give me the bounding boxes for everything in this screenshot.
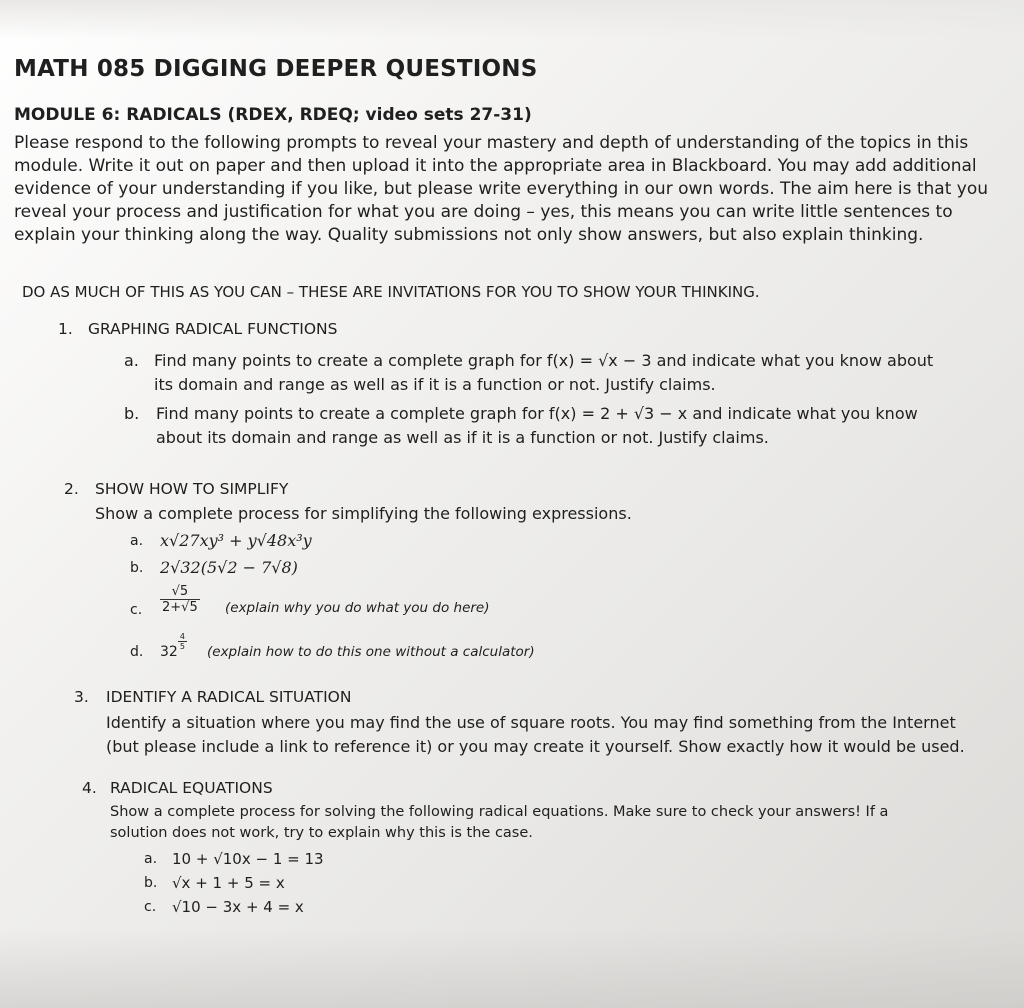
top-shadow bbox=[0, 0, 1024, 40]
instruction-line: DO AS MUCH OF THIS AS YOU CAN – THESE ARE INVITATIONS FOR YOU TO SHOW YOUR THINKING. bbox=[22, 283, 760, 301]
item-2a-label: a. bbox=[130, 533, 144, 549]
item-4c-equation: √10 − 3x + 4 = x bbox=[172, 898, 304, 916]
item-2d-note: (explain how to do this one without a calculator) bbox=[207, 644, 535, 660]
item-4b-label: b. bbox=[144, 875, 158, 891]
item-4b-equation: √x + 1 + 5 = x bbox=[172, 874, 285, 892]
section-3-heading: IDENTIFY A RADICAL SITUATION bbox=[106, 688, 352, 706]
section-2-description: Show a complete process for simplifying the following expressions. bbox=[95, 504, 632, 523]
section-2-heading: SHOW HOW TO SIMPLIFY bbox=[95, 480, 289, 498]
section-4-heading: RADICAL EQUATIONS bbox=[110, 779, 273, 797]
item-2d-label: d. bbox=[130, 644, 144, 660]
intro-line: evidence of your understanding if you like, but please write everything in our own words. The aim here is that you bbox=[14, 179, 989, 199]
section-4-line: Show a complete process for solving the following radical equations. Make sure to check your answers! If a bbox=[110, 804, 889, 820]
intro-line: reveal your process and justification for what you are doing – yes, this means you can write little sentences to bbox=[14, 202, 953, 222]
power-base: 32 bbox=[160, 643, 178, 660]
item-4a-label: a. bbox=[144, 851, 158, 867]
item-1b-line: about its domain and range as well as if it is a function or not. Justify claims. bbox=[156, 428, 769, 447]
item-2b-expression: 2√32(5√2 − 7√8) bbox=[160, 558, 298, 577]
item-1a-line: its domain and range as well as if it is a function or not. Justify claims. bbox=[154, 375, 716, 394]
fraction-numerator: √5 bbox=[160, 584, 200, 600]
item-4a-equation: 10 + √10x − 1 = 13 bbox=[172, 850, 324, 868]
page-title: MATH 085 DIGGING DEEPER QUESTIONS bbox=[14, 56, 538, 82]
item-2c-label: c. bbox=[130, 602, 143, 618]
section-3-line: Identify a situation where you may find the use of square roots. You may find something from the Internet bbox=[106, 713, 956, 732]
power-exponent bbox=[178, 632, 187, 651]
module-heading: MODULE 6: RADICALS (RDEX, RDEQ; video sets 27-31) bbox=[14, 105, 532, 125]
fraction bbox=[160, 584, 200, 615]
item-2d-expression bbox=[160, 632, 187, 660]
item-1b-label: b. bbox=[124, 404, 140, 423]
intro-line: Please respond to the following prompts to reveal your mastery and depth of understanding of the topics in this bbox=[14, 133, 969, 153]
exponent-denominator: 5 bbox=[179, 642, 185, 651]
section-3-number: 3. bbox=[74, 688, 89, 706]
intro-paragraph bbox=[14, 132, 1004, 247]
item-2c-fraction bbox=[160, 584, 200, 615]
section-1-number: 1. bbox=[58, 320, 73, 338]
intro-line: explain your thinking along the way. Quality submissions not only show answers, but also explain thinking. bbox=[14, 225, 924, 245]
bottom-shading bbox=[0, 928, 1024, 1008]
section-1-heading: GRAPHING RADICAL FUNCTIONS bbox=[88, 320, 338, 338]
exponent-numerator: 4 bbox=[179, 632, 185, 641]
item-4c-label: c. bbox=[144, 899, 157, 915]
item-2c-note: (explain why you do what you do here) bbox=[225, 600, 490, 616]
item-2b-label: b. bbox=[130, 560, 144, 576]
item-2a-expression: x√27xy³ + y√48x³y bbox=[160, 531, 312, 550]
fraction-denominator: 2+√5 bbox=[162, 600, 198, 615]
section-2-number: 2. bbox=[64, 480, 79, 498]
item-1b-line: Find many points to create a complete graph for f(x) = 2 + √3 − x and indicate what you know bbox=[156, 404, 918, 423]
intro-line: module. Write it out on paper and then upload it into the appropriate area in Blackboard. You may add additional bbox=[14, 156, 977, 176]
item-1a-line: Find many points to create a complete graph for f(x) = √x − 3 and indicate what you know about bbox=[154, 351, 934, 370]
section-4-line: solution does not work, try to explain why this is the case. bbox=[110, 825, 533, 841]
item-1a-label: a. bbox=[124, 351, 139, 370]
section-4-number: 4. bbox=[82, 779, 97, 797]
section-3-line: (but please include a link to reference it) or you may create it yourself. Show exactly how it would be used. bbox=[106, 737, 965, 756]
